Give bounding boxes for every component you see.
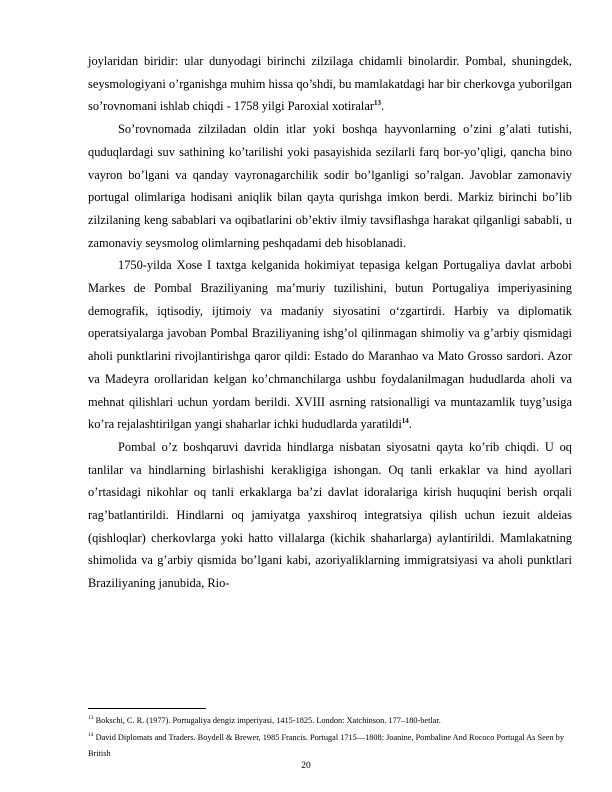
footnotes <box>88 713 572 763</box>
paragraph-3-text: 1750-yilda Xose I taxtga kelganida hokimiyat tepasiga kelgan Portugaliya davlat arbobi Markes de Pombal Braziliyaning ma’muriy tuzilishini, butun Portugaliya imperiyasining demografik, iqtisodiy, ijtimoiy va madaniy siyosatini o‘zgartirdi. Harbiy va diplomatik operatsiyalarga javoban Pombal Braziliyaning ishg’ol qilinmagan shimoliy va g’arbiy qismidagi aholi punktlarini rivojlantirishga qaror qildi: Estado do Maranhao va Mato Grosso sardori. Azor va Madeyra orollaridan kelgan ko’chmanchilarga ushbu foydalanilmagan hududlarda aholi va mehnat qilishlari uchun yordam berildi. XVIII asrning ratsionalligi va muntazamlik tuyg’usiga ko’ra rejalashtirilgan yangi shaharlar ichki hududlarda yaratildi <box>88 258 572 432</box>
paragraph-2-text: So’rovnomada zilziladan oldin itlar yoki boshqa hayvonlarning o’zini g’alati tutishi, quduqlardagi suv sathining ko’tarilishi yoki pasayishida sezilarli farq bor-yo’qligi, qancha bino vayron bo’lgani va qanday vayronagarchilik sodir bo’lganligi so’ralgan. Javoblar zamonaviy portugal olimlariga hodisani aniqlik bilan qayta qurishga imkon berdi. Markiz birinchi bo’lib zilzilaning keng sabablari va oqibatlarini ob’ektiv ilmiy tavsiflashga harakat qilganligi sababli, u zamonaviy seysmolog olimlarning peshqadami deb hisoblanadi. <box>88 122 572 250</box>
footnote-ref-14[interactable]: 14 <box>401 417 409 426</box>
paragraph-2 <box>88 118 572 254</box>
footnote-separator <box>88 708 206 709</box>
footnote-13-text: Bokschi, C. R. (1977). Portugaliya dengiz imperiyasi, 1415-1825. London: Xatchinson. 177–180-betlar. <box>95 716 441 725</box>
paragraph-3 <box>88 254 572 436</box>
footnote-14-number: 14 <box>88 731 94 738</box>
footnote-13 <box>88 713 572 730</box>
paragraph-1-tail: . <box>380 99 385 114</box>
page-number: 20 <box>301 761 311 771</box>
paragraph-1 <box>88 50 572 118</box>
footnote-13-number: 13 <box>88 715 94 722</box>
body-text <box>88 50 572 595</box>
paragraph-4 <box>88 436 572 595</box>
footnote-14 <box>88 730 572 763</box>
paragraph-4-text: Pombal o’z boshqaruvi davrida hindlarga nisbatan siyosatni qayta ko’rib chiqdi. U oq tanlilar va hindlarning birlashishi kerakligiga ishongan. Oq tanli erkaklar va hind ayollari o’rtasidagi nikohlar oq tanli erkaklarga ba’zi davlat idoralariga kirish huquqini berish orqali rag’batlantirildi. Hindlarni oq jamiyatga yaxshiroq integratsiya qilish uchun iezuit aldeias (qishloqlar) cherkovlarga yoki hatto villalarga (kichik shaharlarga) aylantirildi. Mamlakatning shimolida va g’arbiy qismida bo’lgani kabi, azoriyaliklarning immigratsiyasi va aholi punktlari Braziliyaning janubida, Rio- <box>88 439 572 591</box>
footnote-14-text: David Diplomats and Traders. Boydell & Brewer, 1985 Francis. Portugal 1715—1808: Joanine, Pombaline And Rococo Portugal As Seen by British <box>88 732 564 758</box>
paragraph-1-text: joylaridan biridir: ular dunyodagi birinchi zilzilaga chidamli binolardir. Pombal, shuningdek, seysmologiyani o’rganishga muhim hissa qo’shdi, bu mamlakatdagi har bir cherkovga yuborilgan so’rovnomani ishlab chiqdi - 1758 yilgi Paroxial xotiralar <box>88 54 572 114</box>
paragraph-3-tail: . <box>408 417 412 432</box>
footnote-ref-13[interactable]: 13 <box>373 99 381 108</box>
